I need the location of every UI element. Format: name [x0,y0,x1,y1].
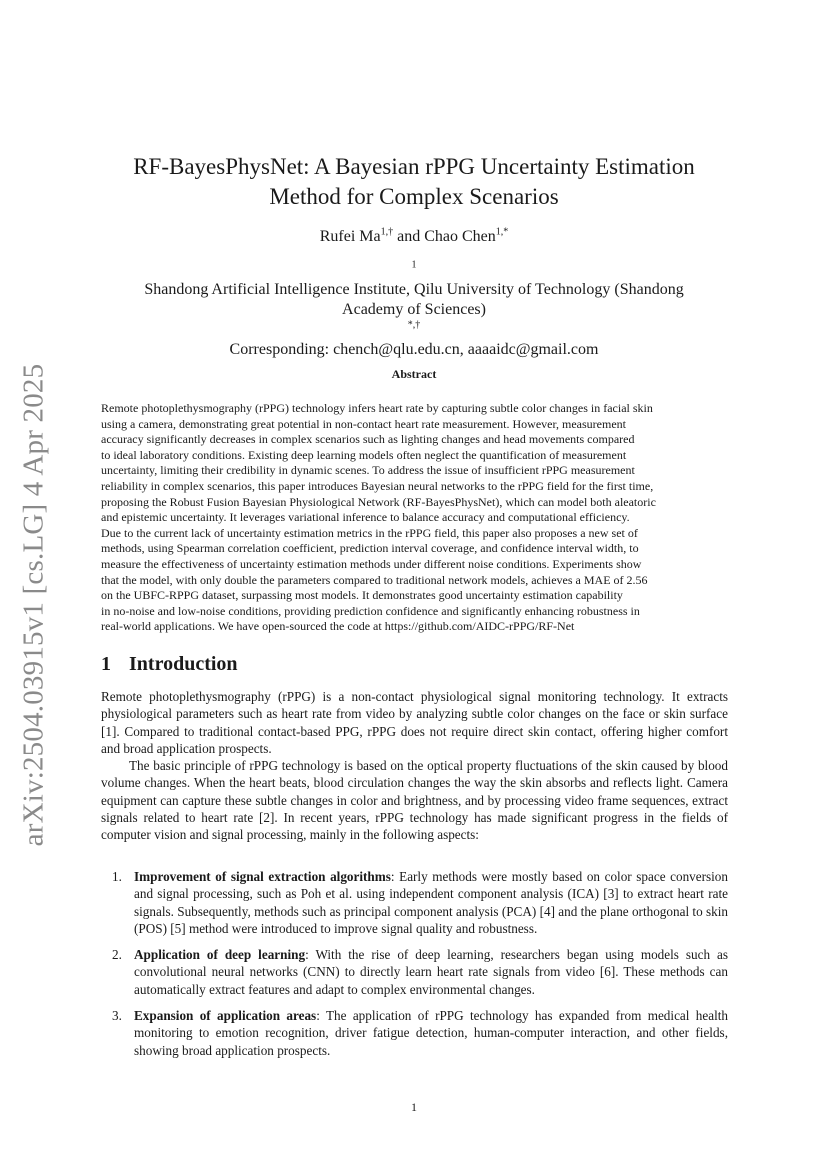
list-item-heading: Improvement of signal extraction algorithms [134,869,391,884]
paper-title [90,152,738,212]
abstract-line: Remote photoplethysmography (rPPG) technology infers heart rate by capturing subtle color changes in facial skin [101,401,653,415]
numbered-list [101,868,728,1068]
list-item-text: : The application of rPPG technology has expanded from medical health monitoring to emotion recognition, driver fatigue detection, human-computer interaction, and other fields, showing broad application prospects. [134,1008,729,1058]
abstract-line: in no-noise and low-noise conditions, providing prediction confidence and significantly enhancing robustness in [101,603,640,618]
list-item-text: : Early methods were mostly based on color space conversion and signal processing, such as Poh et al. using independent component analysis (ICA) [3] to extract heart rate signals. Subsequently, methods such as principal component analysis (PCA) [4] and the plane orthogonal to skin (POS) [5] method were introduced to improve signal quality and robustness. [134,869,728,936]
list-marker: 3. [112,1008,122,1024]
abstract-line: Due to the current lack of uncertainty estimation metrics in the rPPG field, this paper also proposes a new set of [101,525,638,540]
list-item [101,946,728,998]
abstract-line: proposing the Robust Fusion Bayesian Physiological Network (RF-BayesPhysNet), which can model both aleatoric [101,494,656,509]
affiliation-block [100,260,728,360]
list-marker: 1. [112,869,122,884]
author-list [90,228,738,246]
abstract-line: and epistemic uncertainty. It leverages variational inference to balance accuracy and computational efficiency. [101,510,630,525]
title-line-1: RF-BayesPhysNet: A Bayesian rPPG Uncertainty Estimation [133,154,695,179]
corresponding-line [100,320,728,360]
abstract-line: to ideal laboratory conditions. Existing deep learning models often neglect the quantification of measurement [101,447,627,462]
abstract-line: using a camera, demonstrating great potential in non-contact heart rate measurement. However, measurement [101,416,626,431]
corresponding-text: Corresponding: chench@qlu.edu.cn, aaaaidc@gmail.com [229,341,599,358]
abstract-line: uncertainty, limiting their credibility in dynamic scenes. To address the issue of insufficient rPPG measurement [101,463,635,478]
list-item [101,868,728,937]
author-2-name: Chao Chen [424,228,496,245]
intro-paragraph-2: The basic principle of rPPG technology is based on the optical property fluctuations of the skin caused by blood volume changes. When the heart beats, blood circulation changes the way the skin absorbs and reflects light. Camera equipment can capture these subtle changes in color and brightness, and by processing video frame sequences, extract signals related to heart rate [2]. In recent years, rPPG technology has made significant progress in the fields of computer vision and signal processing, mainly in the following aspects: [101,758,728,843]
intro-paragraph-1: Remote photoplethysmography (rPPG) is a non-contact physiological signal monitoring technology. It extracts physiological parameters such as heart rate from video by analyzing subtle color changes on the face or skin surface [1]. Compared to traditional contact-based PPG, rPPG does not require direct skin contact, offering higher comfort and broad application prospects. [101,689,728,756]
corresponding-mark: *,† [407,319,421,331]
abstract-line: that the model, with only double the parameters compared to traditional network models, achieves a MAE of 2.56 [101,572,648,587]
abstract-line: real-world applications. We have open-sourced the code at https://github.com/AIDC-rPPG/RF-Net [101,619,575,634]
list-item [101,1007,728,1059]
affiliation-mark: 1 [411,259,417,271]
author-connector: and [393,228,425,245]
abstract-heading: Abstract [391,367,437,381]
affiliation-text-1: Shandong Artificial Intelligence Institute, Qilu University of Technology (Shandong [144,281,684,298]
author-2-affiliation-mark: 1,* [495,226,509,238]
list-item-text: : With the rise of deep learning, researchers began using models such as convolutional neural networks (CNN) to directly learn heart rate signals from video [6]. These methods can automatically extract features and adapt to complex environmental changes. [134,947,728,997]
affiliation-line-1 [100,260,728,300]
arxiv-side-stamp: arXiv:2504.03915v1 [cs.LG] 4 Apr 2025 [17,363,50,847]
list-item-heading: Expansion of application areas [134,1008,317,1024]
section-number: 1 [101,653,111,675]
abstract-line: accuracy significantly decreases in complex scenarios such as lighting changes and head movements compared [101,432,635,447]
section-heading-introduction [101,653,238,676]
abstract-line: reliability in complex scenarios, this paper introduces Bayesian neural networks to the rPPG field for the first time, [101,478,654,493]
introduction-body [101,688,728,844]
abstract-line: measure the effectiveness of uncertainty estimation methods under different noise conditions. Experiments show [101,556,642,571]
affiliation-line-2: Academy of Sciences) [342,301,486,318]
author-1-affiliation-mark: 1,† [380,226,394,238]
title-line-2: Method for Complex Scenarios [269,184,559,209]
abstract-line: on the UBFC-RPPG dataset, surpassing most models. It demonstrates good uncertainty estimation capability [101,588,623,603]
page-number: 1 [411,1100,417,1114]
list-marker: 2. [112,947,122,963]
list-item-heading: Application of deep learning [134,947,306,963]
abstract-line: methods, using Spearman correlation coefficient, prediction interval coverage, and confidence interval width, to [101,541,639,556]
section-title: Introduction [129,653,238,675]
abstract-body [101,401,727,635]
author-1-name: Rufei Ma [319,228,381,245]
